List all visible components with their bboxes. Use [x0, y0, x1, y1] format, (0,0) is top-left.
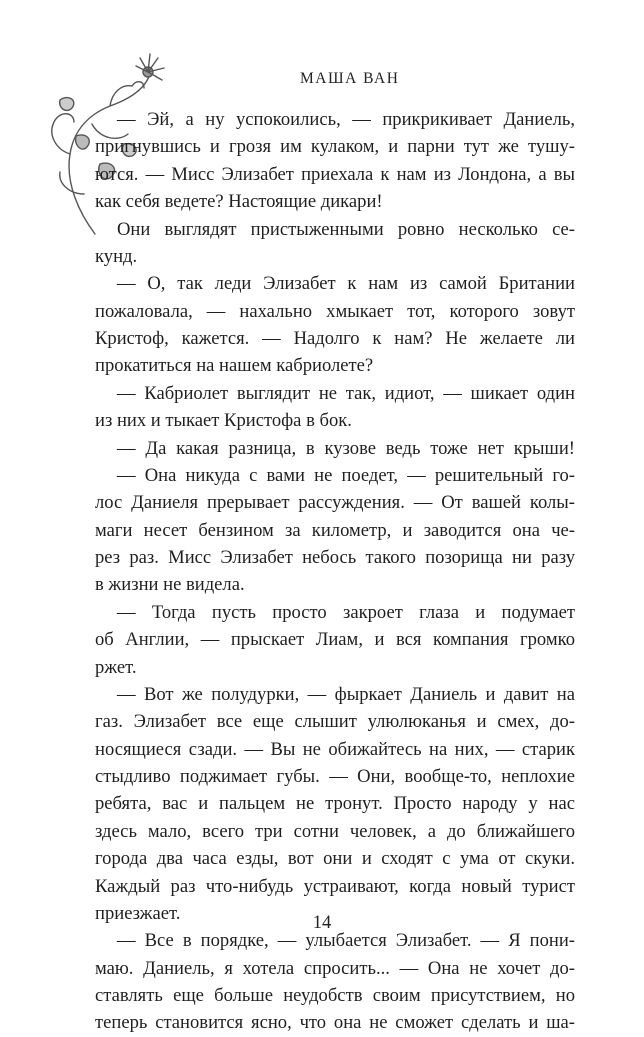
- text-line: стыдливо поджимает губы. — Они, вообще-то, неплохие: [95, 766, 575, 787]
- text-line: маю. Даниель, я хотела спросить... — Она не хочет до-: [95, 957, 575, 979]
- page-number: 14: [312, 913, 332, 933]
- text-line: газ. Элизабет все еще слышит улюлюканья и смех, до-: [95, 711, 575, 733]
- text-line: носящиеся сзади. — Вы не обижайтесь на них, — старик: [95, 738, 575, 760]
- text-line: Они выглядят пристыженными ровно несколько се-: [117, 218, 575, 240]
- text-line: ются. — Мисс Элизабет приехала к нам из Лондона, а вы: [95, 163, 575, 185]
- text-line: — Кабриолет выглядит не так, идиот, — шикает один: [117, 382, 575, 404]
- text-line: — Вот же полудурки, — фыркает Даниель и давит на: [117, 683, 575, 705]
- text-line: ребята, вас и пальцем не тронут. Просто народу у нас: [95, 793, 575, 815]
- text-line: из них и тыкает Кристофа в бок.: [95, 410, 352, 432]
- body-text: [95, 106, 575, 1037]
- text-line: — О, так леди Элизабет к нам из самой Британии: [117, 273, 575, 295]
- text-line: пожаловала, — нахально хмыкает тот, которого зовут: [95, 300, 575, 322]
- text-line: Каждый раз что-нибудь устраивают, когда новый турист: [95, 875, 575, 897]
- text-line: теперь становится ясно, что она не сможет сделать и ша-: [95, 1012, 575, 1034]
- text-line: ставлять еще больше неудобств своим присутствием, но: [95, 985, 575, 1006]
- text-line: приезжает.: [95, 902, 181, 924]
- text-line: — Она никуда с вами не поедет, — решительный го-: [117, 464, 575, 486]
- text-line: города два часа езды, вот они и сходят с ума от скуки.: [95, 848, 575, 870]
- text-line: прокатиться на нашем кабриолете?: [95, 355, 374, 377]
- text-line: — Эй, а ну успокоились, — прикрикивает Даниель,: [117, 109, 575, 130]
- text-line: об Англии, — прыскает Лиам, и вся компания громко: [95, 629, 575, 651]
- text-line: лос Даниеля прерывает рассуждения. — От вашей колы-: [95, 492, 575, 514]
- text-line: — Все в порядке, — улыбается Элизабет. — Я пони-: [117, 930, 575, 952]
- text-line: Кристоф, кажется. — Надолго к нам? Не желаете ли: [95, 328, 575, 349]
- text-line: маги несет бензином за километр, и заводится она че-: [95, 519, 575, 541]
- text-line: кунд.: [95, 245, 138, 267]
- running-head: МАША ВАН: [300, 70, 400, 87]
- text-line: здесь мало, всего три сотни человек, а до ближайшего: [95, 820, 575, 842]
- text-line: — Да какая разница, в кузове ведь тоже нет крыши!: [117, 437, 575, 459]
- text-line: в жизни не видела.: [95, 574, 245, 596]
- text-line: рез раз. Мисс Элизабет небось такого позорища ни разу: [95, 547, 575, 568]
- text-line: — Тогда пусть просто закроет глаза и подумает: [117, 601, 575, 623]
- text-line: как себя ведете? Настоящие дикари!: [95, 191, 383, 213]
- text-line: ржет.: [95, 656, 137, 678]
- text-line: пригнувшись и грозя им кулаком, и парни тут же тушу-: [95, 136, 575, 158]
